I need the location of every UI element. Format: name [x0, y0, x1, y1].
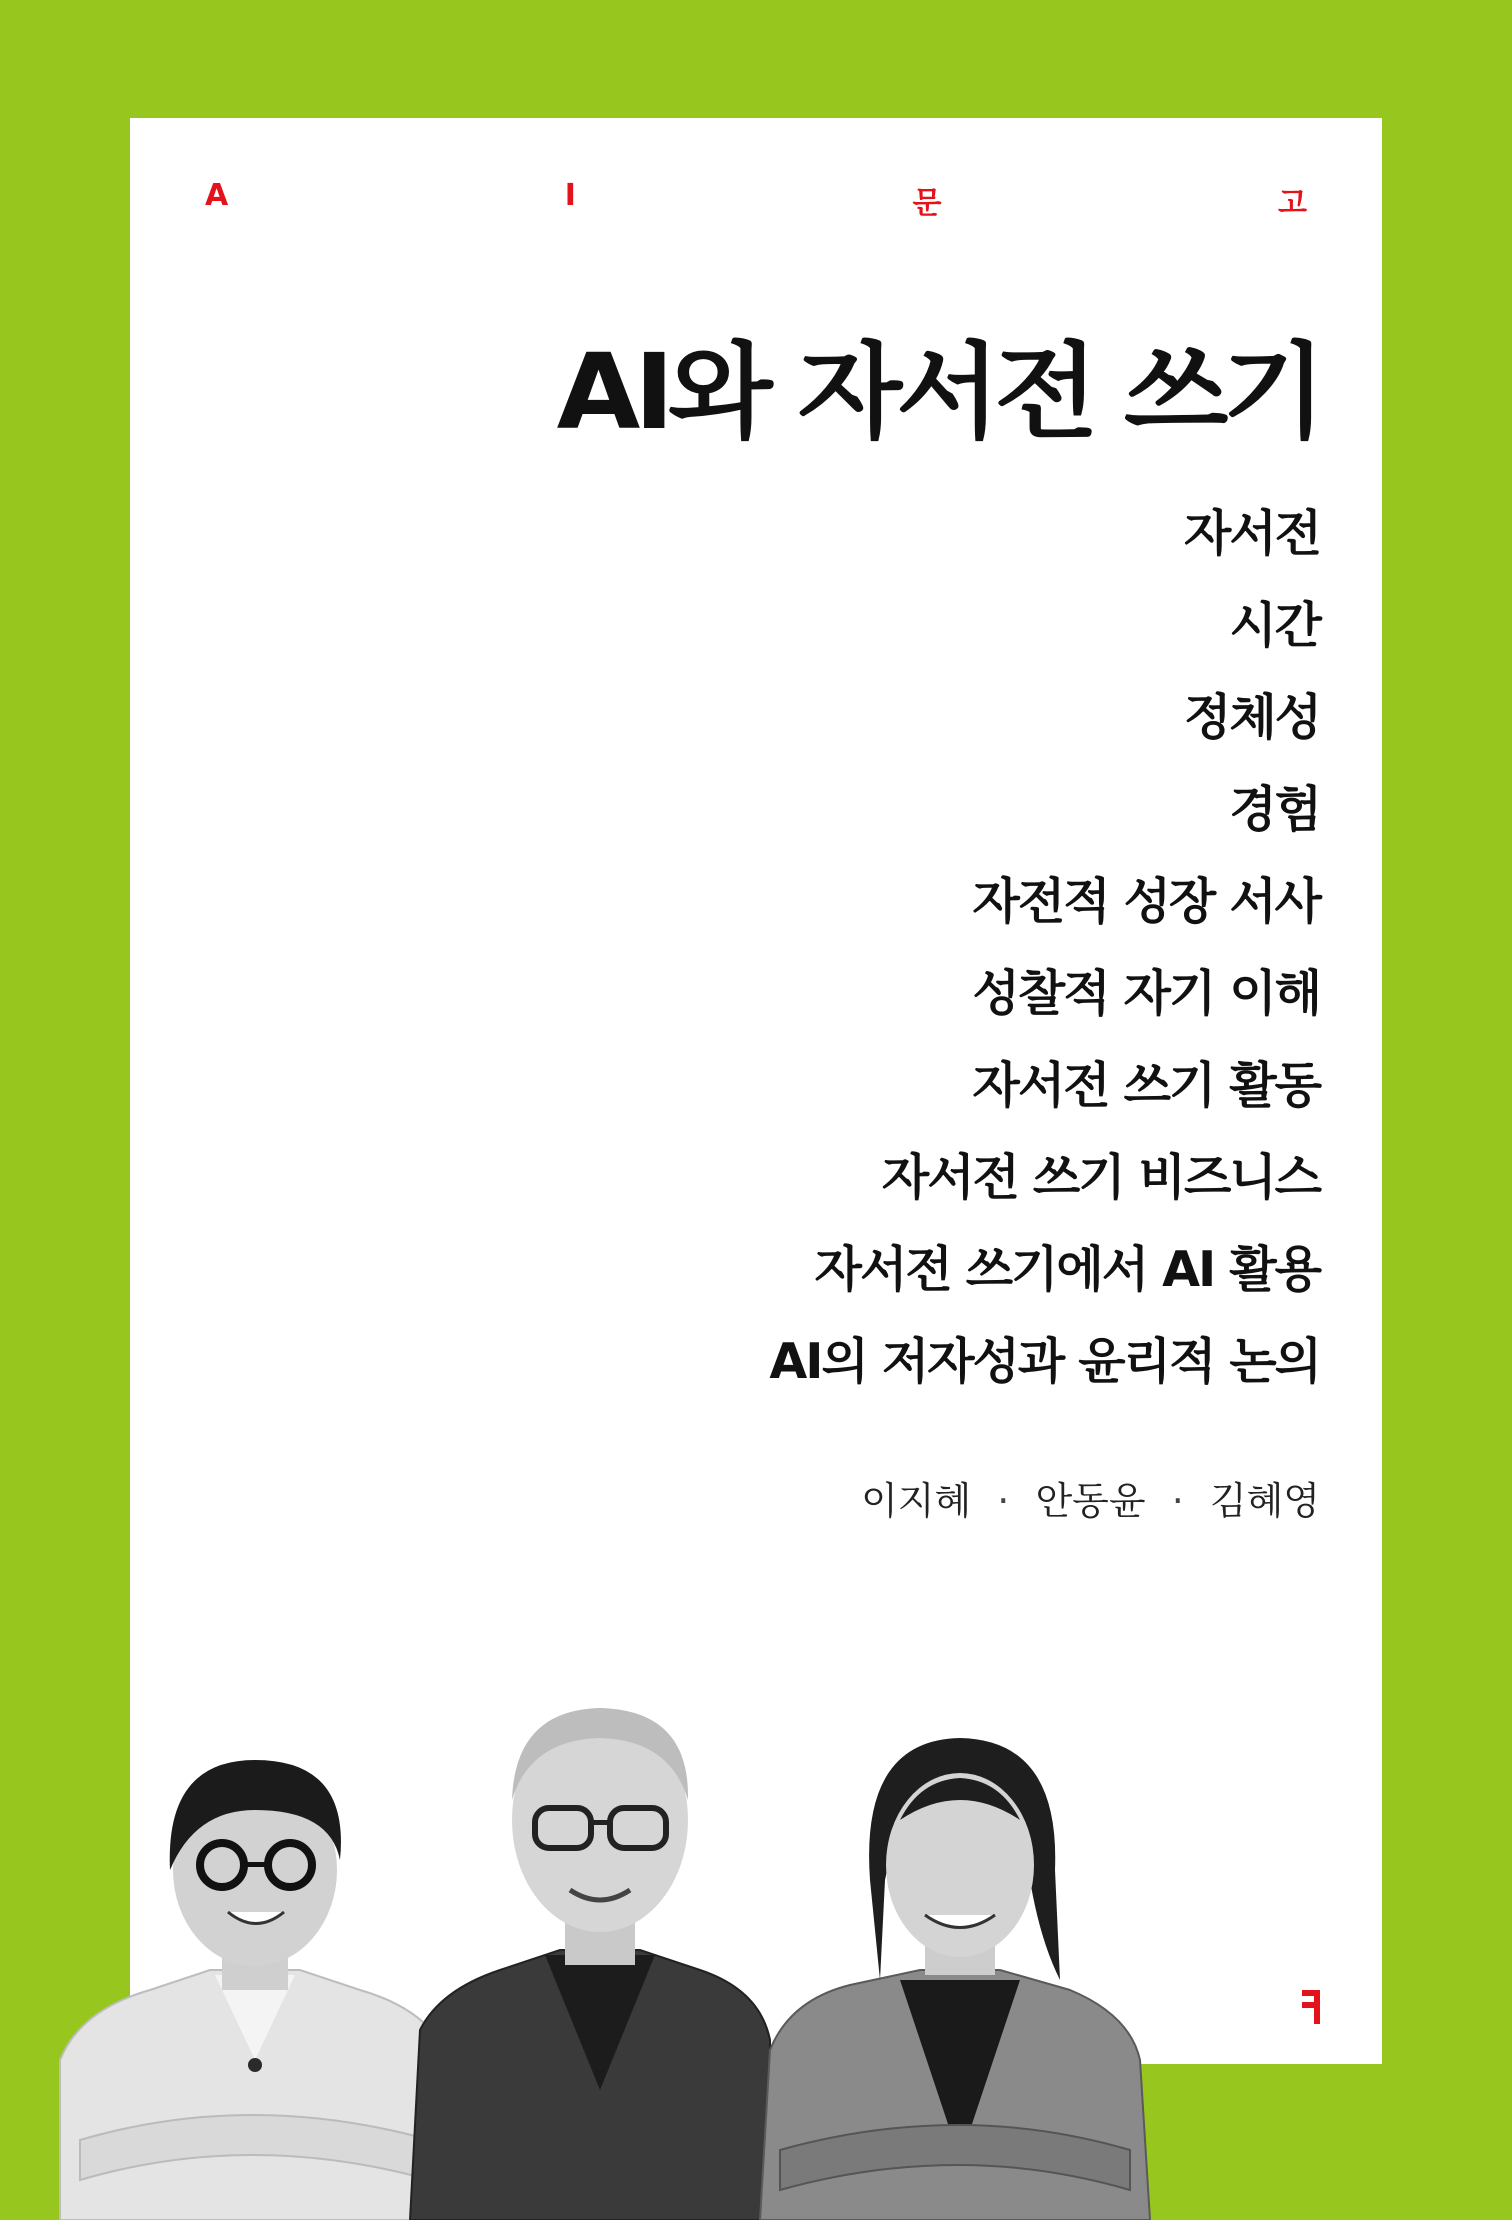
- keyword-item: AI의 저자성과 윤리적 논의: [769, 1333, 1320, 1390]
- author-separator: ·: [997, 1479, 1010, 1523]
- author-photo-3: [760, 1738, 1150, 2220]
- series-label: [205, 178, 1307, 222]
- author-name: 이지혜: [861, 1479, 972, 1523]
- keyword-item: 시간: [1229, 597, 1320, 654]
- keyword-item: 성찰적 자기 이해: [972, 965, 1320, 1022]
- author-name: 안동윤: [1035, 1479, 1146, 1523]
- keyword-item: 자전적 성장 서사: [972, 873, 1320, 930]
- series-letter-mun: 문: [912, 186, 942, 221]
- book-title: AI와 자서전 쓰기: [556, 331, 1320, 453]
- keyword-item: 자서전 쓰기 활동: [972, 1057, 1320, 1114]
- keyword-item: 정체성: [1183, 689, 1320, 746]
- publisher-logo-icon: [1300, 1988, 1322, 2026]
- author-photo-2: [410, 1708, 770, 2220]
- keyword-item: 경험: [1229, 781, 1320, 838]
- series-letter-go: 고: [1278, 186, 1307, 221]
- keyword-item: 자서전 쓰기에서 AI 활용: [814, 1241, 1320, 1298]
- series-letter-a: A: [205, 178, 229, 213]
- keyword-item: 자서전: [1183, 505, 1320, 562]
- author-name: 김혜영: [1209, 1479, 1320, 1523]
- author-separator: ·: [1171, 1479, 1184, 1523]
- keyword-item: 자서전 쓰기 비즈니스: [881, 1149, 1320, 1206]
- author-line: [861, 1470, 1320, 1525]
- keyword-list: [769, 488, 1320, 1408]
- author-photo-1: [60, 1760, 460, 2220]
- series-letter-i: I: [564, 178, 576, 213]
- author-photos: [0, 1620, 1200, 2220]
